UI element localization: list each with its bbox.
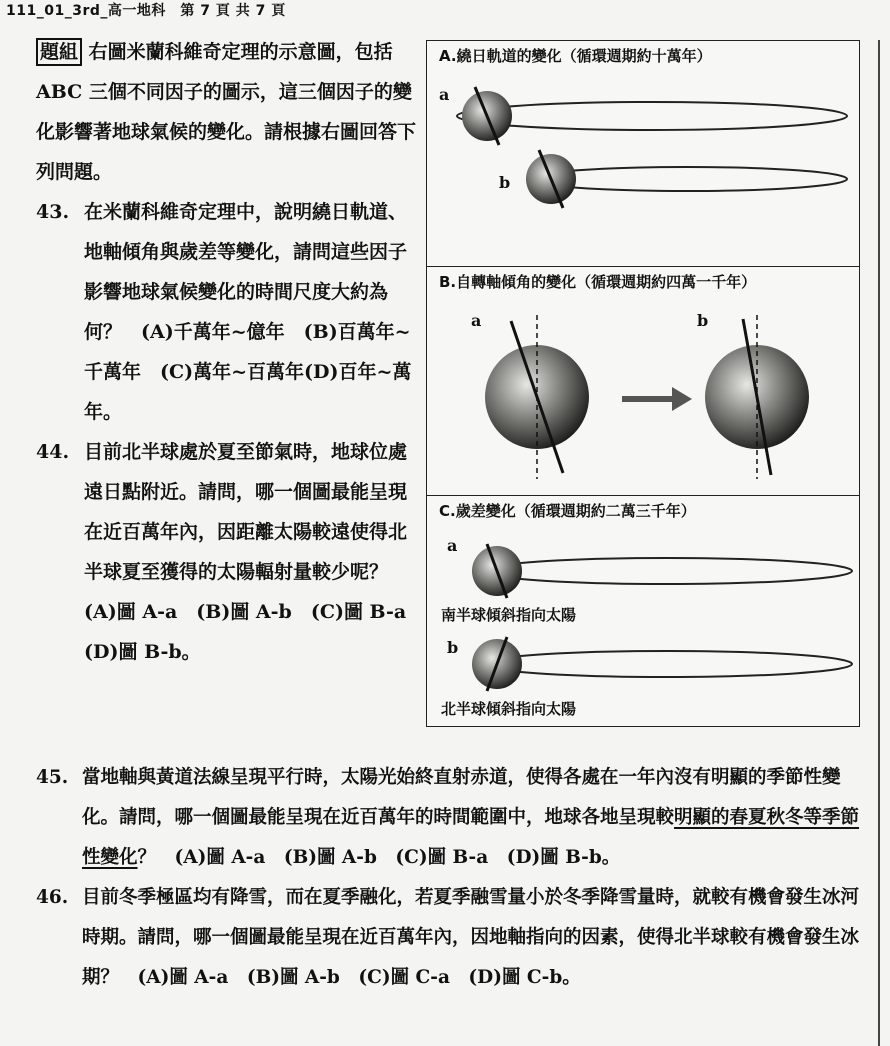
orbit-c-b <box>482 651 852 677</box>
orbit-a-ellipse <box>457 102 847 130</box>
question-text <box>82 758 876 878</box>
panel-axial-tilt <box>427 267 859 496</box>
question-text-part: ？ (A)圖 A-a (B)圖 A-b (C)圖 B-a (D)圖 B-b。 <box>137 847 621 868</box>
panel-b-title: B.自轉軸傾角的變化（循環週期約四萬一千年） <box>439 273 757 291</box>
panel-a-diagram <box>427 41 859 266</box>
intro-tag: 題組 <box>36 38 82 66</box>
milankovitch-figure <box>426 40 860 727</box>
question-45 <box>36 758 876 878</box>
panel-a-label-a: a <box>439 85 450 104</box>
question-number: 44. <box>36 441 70 463</box>
page-header: 111_01_3rd_高一地科 第 7 頁 共 7 頁 <box>6 3 286 19</box>
question-text: 在米蘭科維奇定理中，說明繞日軌道、地軸傾角與歲差等變化，請問這些因子影響地球氣候變化的時間尺度大約為何？ (A)千萬年~億年 (B)百萬年~千萬年 (C)萬年~百萬年(D)百年~萬年。 <box>84 201 412 423</box>
panel-a-title: A.繞日軌道的變化（循環週期約十萬年） <box>439 47 712 65</box>
question-number: 46. <box>36 887 69 908</box>
panel-c-label-b: b <box>447 638 459 657</box>
panel-precession <box>427 496 859 726</box>
underlined-phrase: 明顯的春夏秋冬等季節性變化 <box>82 807 860 868</box>
panel-c-caption-b: 北半球傾斜指向太陽 <box>441 700 577 718</box>
question-text: 目前北半球處於夏至節氣時，地球位處遠日點附近。請問，哪一個圖最能呈現在近百萬年內，因距離太陽較遠使得北半球夏至獲得的太陽輻射量較少呢？ (A)圖 A-a (B)圖 A-b (C)圖 B-a (D)圖 B-b。 <box>84 441 426 663</box>
panel-c-caption-a: 南半球傾斜指向太陽 <box>441 606 577 624</box>
page-edge-rule <box>878 40 880 1046</box>
panel-b-label-a: a <box>471 311 482 330</box>
question-number: 43. <box>36 201 70 223</box>
panel-c-title: C.歲差變化（循環週期約二萬三千年） <box>439 502 696 520</box>
question-44 <box>36 432 426 672</box>
panel-c-label-a: a <box>447 536 458 555</box>
panel-orbit-eccentricity <box>427 41 859 267</box>
question-43 <box>36 192 416 432</box>
orbit-c-a <box>482 558 852 584</box>
question-46 <box>36 878 876 998</box>
question-text-part: 當地軸與黃道法線呈現平行時，太陽光始終直射赤道，使得各處在一年內沒有明顯的季節性變化。請問，哪一個圖最能呈現在近百萬年的時間範圍中，地球各地呈現較 <box>82 767 841 828</box>
bottom-questions <box>36 758 876 998</box>
left-column <box>36 32 426 672</box>
panel-b-diagram <box>427 267 859 495</box>
question-text: 目前冬季極區均有降雪，而在夏季融化，若夏季融雪量小於冬季降雪量時，就較有機會發生冰河時期。請問，哪一個圖最能呈現在近百萬年內，因地軸指向的因素，使得北半球較有機會發生冰期？ (A)圖 A-a (B)圖 A-b (C)圖 C-a (D)圖 C-b。 <box>82 887 860 988</box>
panel-a-label-b: b <box>499 173 511 192</box>
panel-b-label-b: b <box>697 311 709 330</box>
intro-text: 右圖米蘭科維奇定理的示意圖，包括 ABC 三個不同因子的圖示，這三個因子的變化影響著地球氣候的變化。請根據右圖回答下列問題。 <box>36 41 417 183</box>
question-number: 45. <box>36 767 69 788</box>
arrow-head <box>672 387 692 411</box>
intro-paragraph <box>36 32 416 192</box>
